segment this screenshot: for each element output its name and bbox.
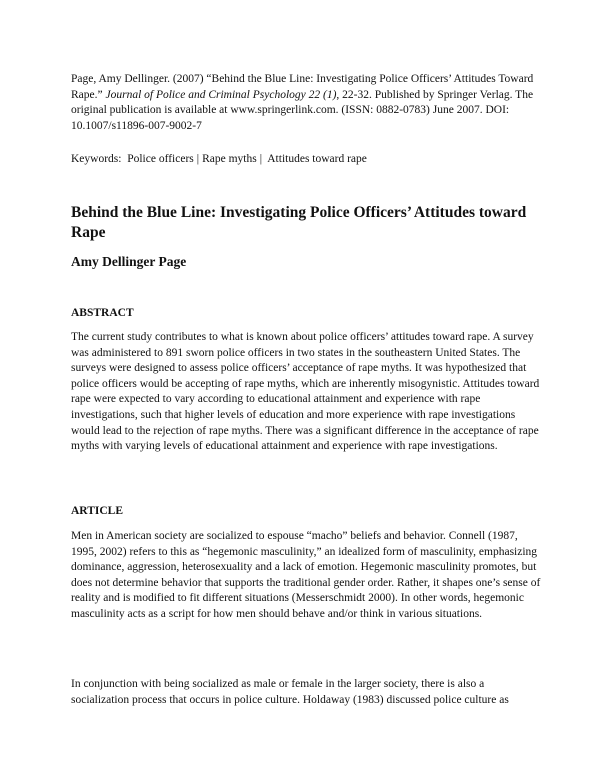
author-name: Amy Dellinger Page (71, 254, 187, 269)
body-paragraph: Men in American society are socialized to espouse “macho” beliefs and behavior. Connell (1987, 1995, 2002) refers to this as “hegemonic masculinity,” an idealized form of masculinity, emphasizing dominance, aggression, heterosexuality and a lack of emotion. Hegemonic masculinity promotes, but does not determine behavior that supports the traditional gender order. Rather, it shapes one’s sense of reality and is modified to fit different situations (Messerschmidt 2000). In other words, hegemonic masculinity acts as a script for how men should behave and/or think in various situations. (71, 530, 541, 620)
body-paragraph: In conjunction with being socialized as male or female in the larger society, there is also a socialization process that occurs in police culture. Holdaway (1983) discussed police culture as (71, 678, 509, 706)
keywords-label: Keywords: (71, 153, 122, 165)
article-title: Behind the Blue Line: Investigating Police Officers’ Attitudes toward Rape (71, 204, 527, 241)
abstract-text: The current study contributes to what is known about police officers’ attitudes toward rape. A survey was administered to 891 sworn police officers in two states in the southeastern United States. The surveys were designed to assess police officers’ acceptance of rape myths. It was hypothesized that police officers would be accepting of rape myths, which are inherently misogynistic. Attitudes toward rape were expected to vary according to educational attainment and experience with rape investigations, such that higher levels of education and more experience with rape investigations would lead to the rejection of rape myths. There was a significant difference in the acceptance of rape myths with varying levels of educational attainment and experience with rape investigations. (71, 331, 540, 453)
citation-tail: , 22-32. Published by Springer Verlag. The original publication is available at www.springerlink.com. (ISSN: 0882-0783) June 2007. DOI: 10.1007/s11896-007-9002-7 (71, 88, 534, 132)
keyword-item: Rape myths (202, 153, 257, 165)
citation-journal: Journal of Police and Criminal Psychology 22 (1) (105, 88, 337, 101)
keyword-separator: | (196, 153, 200, 165)
citation (71, 72, 541, 134)
keyword-separator: | (259, 153, 262, 165)
keywords-line (71, 152, 541, 168)
keyword-item: Police officers (127, 153, 194, 165)
abstract-heading: ABSTRACT (71, 307, 134, 319)
article-heading: ARTICLE (71, 505, 123, 517)
keyword-item: Attitudes toward rape (267, 153, 367, 165)
citation-lead: Page, Amy Dellinger. (2007) “Behind the Blue Line: Investigating Police Officers’ Attitudes Toward Rape.” (71, 73, 534, 101)
